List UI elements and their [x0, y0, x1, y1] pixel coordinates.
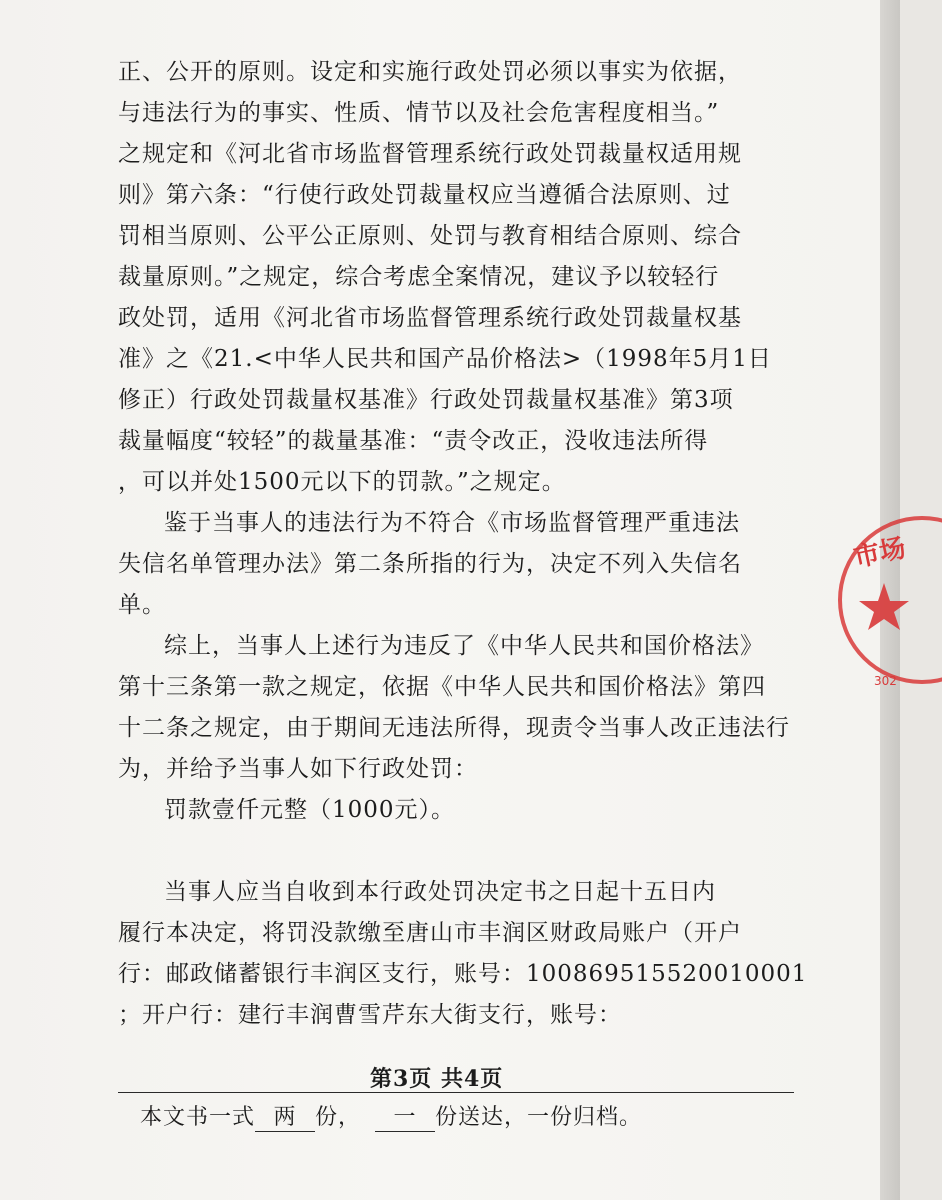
text-line: 政处罚，适用《河北省市场监督管理系统行政处罚裁量权基 [118, 305, 742, 331]
paragraph-legal-basis [118, 52, 778, 503]
text-line: 之规定和《河北省市场监督管理系统行政处罚裁量权适用规 [118, 141, 742, 167]
text-line: 行：邮政储蓄银行丰润区支行，账号：100869515520010001 [118, 961, 808, 987]
text-line: 罚相当原则、公平公正原则、处罚与教育相结合原则、综合 [118, 223, 742, 249]
seal-text: 市场 [851, 533, 909, 574]
paragraph-payment [118, 872, 808, 1036]
text-line: 准》之《21.<中华人民共和国产品价格法>（1998年5月1日 [118, 346, 772, 372]
text-line: 则》第六条：“行使行政处罚裁量权应当遵循合法原则、过 [118, 182, 731, 208]
page-indicator: 第3页 共4页 [370, 1066, 504, 1092]
text-line: 失信名单管理办法》第二条所指的行为，决定不列入失信名 [118, 551, 742, 577]
copies-served-blank: 一 [375, 1105, 435, 1132]
text-line: 正、公开的原则。设定和实施行政处罚必须以事实为依据， [118, 59, 742, 85]
text-line: 综上，当事人上述行为违反了《中华人民共和国价格法》 [164, 633, 764, 659]
text-line: 第十三条第一款之规定，依据《中华人民共和国价格法》第四 [118, 674, 766, 700]
footer-divider [118, 1092, 794, 1093]
copies-total-blank: 两 [255, 1105, 315, 1132]
page-edge [880, 0, 900, 1200]
copies-note [140, 1100, 642, 1132]
text-line: 修正）行政处罚裁量权基准》行政处罚裁量权基准》第3项 [118, 387, 734, 413]
paragraph-credit-list [118, 503, 778, 626]
blank-gap [118, 831, 778, 872]
text-line: 裁量幅度“较轻”的裁量基准：“责令改正，没收违法所得 [118, 428, 709, 454]
text-line: 鉴于当事人的违法行为不符合《市场监督管理严重违法 [164, 510, 740, 536]
paragraph-decision [118, 626, 790, 790]
text-line: 罚款壹仟元整（1000元）。 [164, 797, 456, 823]
text-line: 履行本决定，将罚没款缴至唐山市丰润区财政局账户（开户 [118, 920, 742, 946]
seal-digits: 302 [874, 674, 897, 688]
copies-prefix: 本文书一式 [140, 1105, 256, 1130]
text-line: 为，并给予当事人如下行政处罚： [118, 756, 478, 782]
document-body [118, 52, 808, 1036]
text-line: ，可以并处1500元以下的罚款。”之规定。 [118, 469, 566, 495]
text-line: ；开户行：建行丰润曹雪芹东大街支行，账号： [118, 1002, 622, 1028]
copies-suffix: 份送达，一份归档。 [435, 1105, 643, 1130]
copies-mid: 份， [315, 1105, 362, 1130]
text-line: 单。 [118, 592, 166, 618]
text-line: 十二条之规定，由于期间无违法所得，现责令当事人改正违法行 [118, 715, 790, 741]
text-line: 裁量原则。”之规定，综合考虑全案情况，建议予以较轻行 [118, 264, 720, 290]
text-line: 当事人应当自收到本行政处罚决定书之日起十五日内 [164, 879, 716, 905]
paragraph-penalty [118, 790, 778, 831]
text-line: 与违法行为的事实、性质、情节以及社会危害程度相当。” [118, 100, 720, 126]
